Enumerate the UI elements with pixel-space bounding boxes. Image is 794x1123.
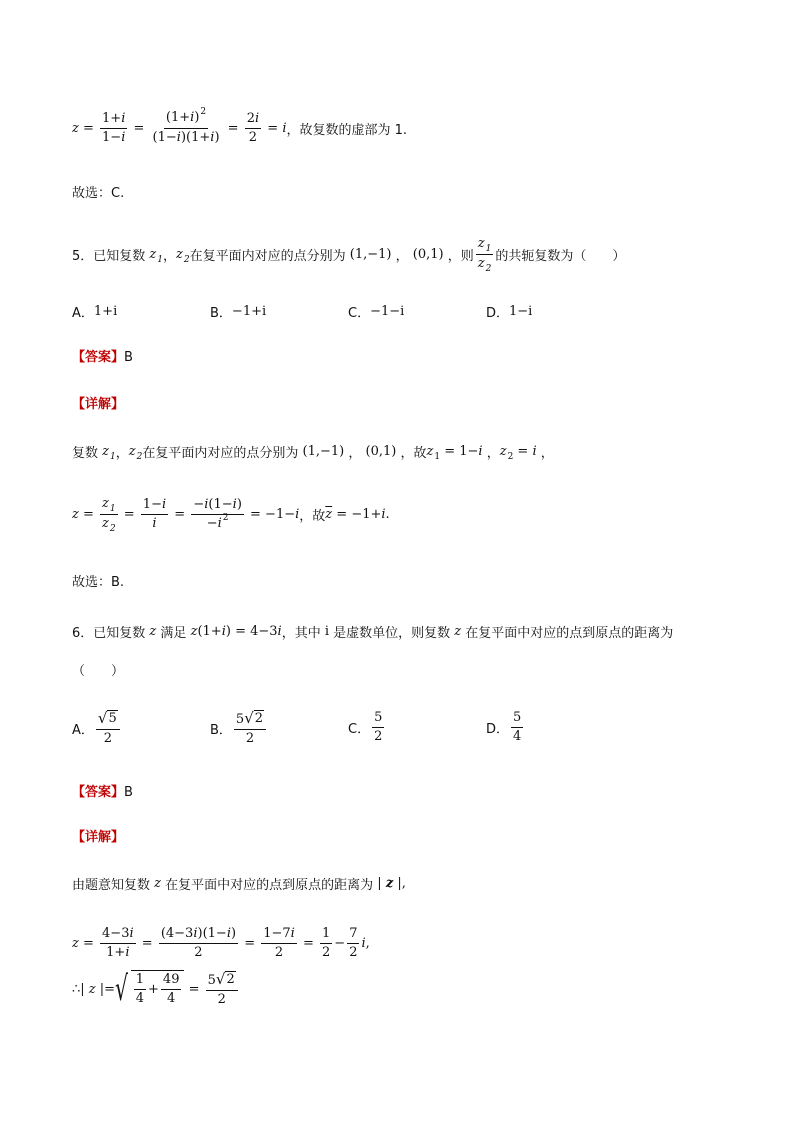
- q5-option-c[interactable]: [348, 302, 404, 321]
- q6-stem-text: ，其中: [281, 626, 321, 641]
- radical: √ $\frac{1}{4}$ + $\frac{49}{4}$: [115, 970, 184, 1008]
- detail-text: 由题意知复数: [72, 878, 151, 893]
- fraction: $\frac{1}{4}$: [135, 972, 145, 1006]
- q5-detail-tag: [72, 393, 124, 412]
- q4-conclusion-text: ，故复数的虚部为 1.: [286, 122, 408, 138]
- option-letter: C．: [348, 306, 371, 321]
- q5-number: 5．: [72, 249, 94, 264]
- detail-text: 复数: [72, 446, 99, 461]
- q6-option-c[interactable]: [348, 710, 386, 745]
- fraction: $\frac{(4-3i)(1-i)}{2}$: [160, 926, 237, 960]
- q6-detail-tag: [72, 826, 124, 845]
- q5-option-d[interactable]: [486, 302, 532, 321]
- fraction: $\frac{4-3i}{1+i}$: [102, 926, 134, 960]
- q6-stem-text: 是虚数单位，则复数: [333, 626, 451, 641]
- q6-detail-line1: 由题意知复数 z 在复平面中对应的点到原点的距离为 | z |,: [72, 876, 406, 893]
- q5-stem-text: ，则: [447, 249, 474, 264]
- fraction: $\frac{2i}{2}$: [246, 110, 260, 145]
- q5-stem-text: 在复平面内对应的点分别为: [189, 249, 346, 264]
- option-letter: A．: [72, 723, 94, 738]
- fraction: $\frac{5}{2}$: [374, 710, 383, 744]
- fraction: $\frac{(1+i)^2}{(1-i)(1+i)}$: [152, 107, 220, 145]
- option-letter: D．: [486, 722, 510, 737]
- fraction: 5 √ 2 2: [206, 971, 238, 1008]
- q5-option-b[interactable]: [210, 302, 266, 321]
- answer-value: B: [124, 785, 133, 800]
- fraction: $\frac{1+i}{1-i}$: [102, 110, 126, 145]
- detail-text: ，故: [299, 509, 326, 524]
- q5-stem-text: 已知复数: [93, 249, 146, 264]
- answer-value: B: [124, 350, 133, 365]
- q6-stem-paren: （ ）: [72, 664, 125, 679]
- detail-text: 在复平面中对应的点到原点的距离为: [165, 878, 374, 893]
- fraction: $\frac{-i(1-i)}{-i^2}$: [193, 496, 242, 531]
- q6-stem-text: 满足: [160, 626, 187, 641]
- option-letter: A．: [72, 306, 94, 321]
- q6-stem-text: 在复平面中对应的点到原点的距离为: [465, 626, 674, 641]
- fraction: $\frac{z_1}{z_2}$: [102, 496, 116, 534]
- detail-text: 在复平面内对应的点分别为: [142, 446, 299, 461]
- q6-detail-modulus: ∴| z |= √ $\frac{1}{4}$ + $\frac{49}{4}$ = 5 √ 2 2: [72, 970, 240, 1008]
- option-text: 1+i: [93, 304, 118, 319]
- q4-choice: 故选：C.: [72, 186, 125, 201]
- fraction: $\frac{7}{2}$: [349, 926, 358, 960]
- answer-tag: 【答案】: [72, 785, 125, 800]
- fraction: 5 √ 2 2: [234, 710, 266, 747]
- fraction: $\frac{z_1}{z_2}$: [477, 236, 492, 274]
- detail-text: ，故: [400, 446, 427, 461]
- option-letter: B．: [210, 306, 232, 321]
- detail-tag: 【详解】: [72, 397, 125, 412]
- fraction: $\frac{1}{2}$: [322, 926, 331, 960]
- q5-detail-equation: z = $\frac{z_1}{z_2}$ = $\frac{1-i}{i}$ = $\frac{-i(1-i)}{-i^2}$ = −1−i ，故 $\overline{z} = -1+i$.: [72, 496, 390, 534]
- q5-answer: [72, 346, 133, 365]
- q6-stem-text: 已知复数: [93, 626, 146, 641]
- option-text: −1+i: [231, 304, 267, 319]
- answer-tag: 【答案】: [72, 350, 125, 365]
- q6-number: 6．: [72, 626, 94, 641]
- q5-stem: 5． 已知复数 $z_1$ ， $z_2$ 在复平面内对应的点分别为 (1,−1) ， (0,1) ，则 $\frac{z_1}{z_2}$ 的共轭复数为（ ）: [72, 236, 626, 274]
- fraction: $\frac{1-7i}{2}$: [263, 926, 295, 960]
- q5-option-a[interactable]: [72, 302, 117, 321]
- fraction: $\frac{5}{4}$: [513, 710, 522, 744]
- fraction: $\frac{1-i}{i}$: [142, 497, 167, 531]
- q5-choice: 故选：B.: [72, 575, 125, 590]
- fraction: √ 5 2: [96, 710, 120, 747]
- option-text: −1−i: [370, 304, 405, 319]
- q6-stem: 6． 已知复数 z 满足 z(1+i) = 4−3i ，其中 i 是虚数单位，则复数 z 在复平面中对应的点到原点的距离为: [72, 624, 674, 641]
- q6-detail-equation: z = $\frac{4-3i}{1+i}$ = $\frac{(4-3i)(1-i)}{2}$ = $\frac{1-7i}{2}$ = $\frac{1}{2}$ − $\frac{7}{2}$ i,: [72, 926, 370, 960]
- option-letter: C．: [348, 722, 371, 737]
- detail-tag: 【详解】: [72, 830, 125, 845]
- q6-option-a[interactable]: [72, 710, 122, 747]
- option-letter: D．: [486, 306, 510, 321]
- fraction: $\frac{49}{4}$: [162, 972, 180, 1006]
- q6-option-d[interactable]: [486, 710, 525, 745]
- option-letter: B．: [210, 723, 232, 738]
- q4-equation-line: z = $\frac{1+i}{1-i}$ = $\frac{(1+i)^2}{(1-i)(1+i)}$ = $\frac{2i}{2}$ = i ，故复数的虚部为 1.: [72, 107, 408, 145]
- q5-stem-text: 的共轭复数为（ ）: [495, 249, 626, 264]
- option-text: 1−i: [509, 304, 533, 319]
- q6-option-b[interactable]: [210, 710, 268, 747]
- q5-detail-line1: 复数 $z_1$ ， $z_2$ 在复平面内对应的点分别为 (1,−1) ， (0,1) ，故 $z_1 = 1-i$ ， $z_2 = i$ ，: [72, 444, 554, 462]
- q6-answer: [72, 781, 133, 800]
